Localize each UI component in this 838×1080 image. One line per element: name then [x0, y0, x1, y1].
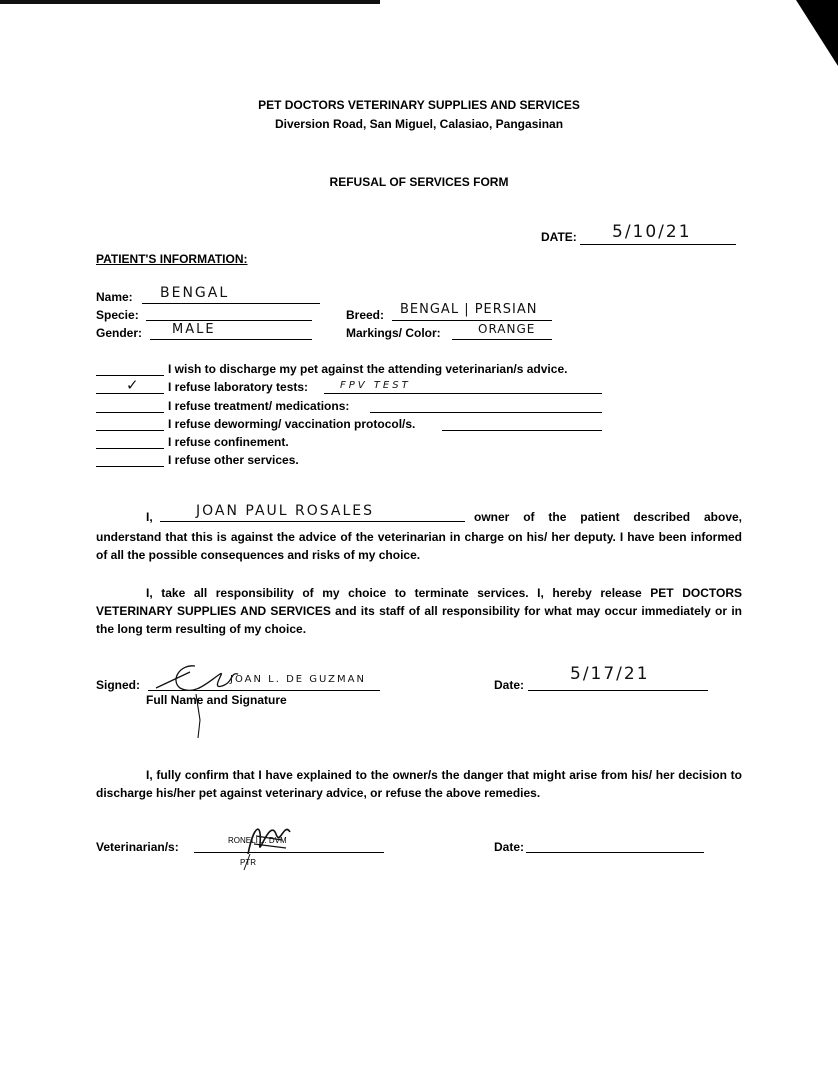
- checklist-item: [96, 399, 616, 417]
- scan-top-edge: [0, 0, 380, 4]
- date-label: DATE:: [541, 230, 577, 244]
- owner-name-line: [160, 521, 465, 522]
- detail-line: [442, 430, 602, 431]
- signed-label: Signed:: [96, 678, 140, 692]
- owner-statement-line1: owner of the patient described above,: [474, 510, 742, 524]
- checklist-text: I refuse treatment/ medications:: [168, 399, 350, 413]
- scan-corner-mark: [796, 0, 838, 70]
- specie-label: Specie:: [96, 308, 139, 322]
- name-label: Name:: [96, 290, 133, 304]
- checklist-item: [96, 376, 616, 398]
- patient-section-title: PATIENT'S INFORMATION:: [96, 252, 248, 266]
- checklist-text: I refuse confinement.: [168, 435, 289, 449]
- name-line: [142, 303, 320, 304]
- checklist-text: I refuse deworming/ vaccination protocol/s.: [168, 417, 416, 431]
- signature-caption: Full Name and Signature: [146, 693, 287, 707]
- owner-statement-body: [96, 528, 742, 564]
- gender-label: Gender:: [96, 326, 143, 340]
- checklist-detail: FPV TEST: [340, 380, 411, 391]
- veterinarian-signature-scribble: [236, 814, 306, 874]
- veterinarian-date-label: Date:: [494, 840, 525, 854]
- gender-line: [150, 339, 312, 340]
- veterinarian-stamp-ptr: PTR: [240, 858, 256, 867]
- signed-date-label: Date:: [494, 678, 525, 692]
- veterinarian-stamp-name: RONELI ... DVM: [228, 836, 287, 845]
- signed-date-line: [528, 690, 708, 691]
- checklist-item: [96, 362, 616, 380]
- confirmation-text: I, fully confirm that I have explained to the owner/s the danger that might arise from his/ her decision to discharge his/her pet against veterinary advice, or refuse the above remedies.: [96, 768, 742, 800]
- markings-line: [452, 339, 552, 340]
- checklist-item: [96, 435, 616, 453]
- specie-line: [146, 320, 312, 321]
- check-line: [96, 448, 164, 449]
- check-line: [96, 466, 164, 467]
- markings-label: Markings/ Color:: [346, 326, 441, 340]
- checklist-text: I refuse laboratory tests:: [168, 380, 309, 394]
- form-title: REFUSAL OF SERVICES FORM: [329, 175, 509, 189]
- owner-signature-name: JOAN L. DE GUZMAN: [230, 674, 366, 685]
- responsibility-paragraph: [96, 584, 742, 638]
- company-name: PET DOCTORS VETERINARY SUPPLIES AND SERVICES: [258, 98, 580, 112]
- breed-value: BENGAL | PERSIAN: [400, 302, 538, 317]
- detail-line: [324, 393, 602, 394]
- owner-prefix: I,: [146, 510, 153, 524]
- company-address: Diversion Road, San Miguel, Calasiao, Pangasinan: [274, 117, 564, 131]
- owner-name-value: JOAN PAUL ROSALES: [196, 503, 375, 519]
- check-mark: ✓: [126, 376, 141, 394]
- breed-line: [392, 320, 552, 321]
- confirmation-paragraph: [96, 766, 742, 802]
- responsibility-text: I, take all responsibility of my choice to terminate services. I, hereby release PET DOCTORS VETERINARY SUPPLIES AND SERVICES and its staff of all responsibility for what may occur immediately or in the long term resulting of my choice.: [96, 586, 742, 636]
- owner-statement-text: understand that this is against the advice of the veterinarian in charge on his/ her deputy. I have been informed of all the possible consequences and risks of my choice.: [96, 530, 742, 562]
- detail-line: [370, 412, 602, 413]
- veterinarian-label: Veterinarian/s:: [96, 840, 179, 854]
- breed-label: Breed:: [346, 308, 385, 322]
- signed-date-value: 5/17/21: [570, 664, 650, 684]
- date-value: 5/10/21: [612, 222, 692, 242]
- checklist-text: I wish to discharge my pet against the attending veterinarian/s advice.: [168, 362, 568, 376]
- checklist-item: [96, 417, 616, 435]
- check-line: [96, 412, 164, 413]
- date-line: [580, 244, 736, 245]
- checklist-item: [96, 453, 616, 471]
- veterinarian-date-line: [526, 852, 704, 853]
- gender-value: MALE: [172, 322, 216, 337]
- checklist-text: I refuse other services.: [168, 453, 299, 467]
- name-value: BENGAL: [160, 285, 230, 301]
- check-line: [96, 430, 164, 431]
- markings-value: ORANGE: [478, 322, 536, 336]
